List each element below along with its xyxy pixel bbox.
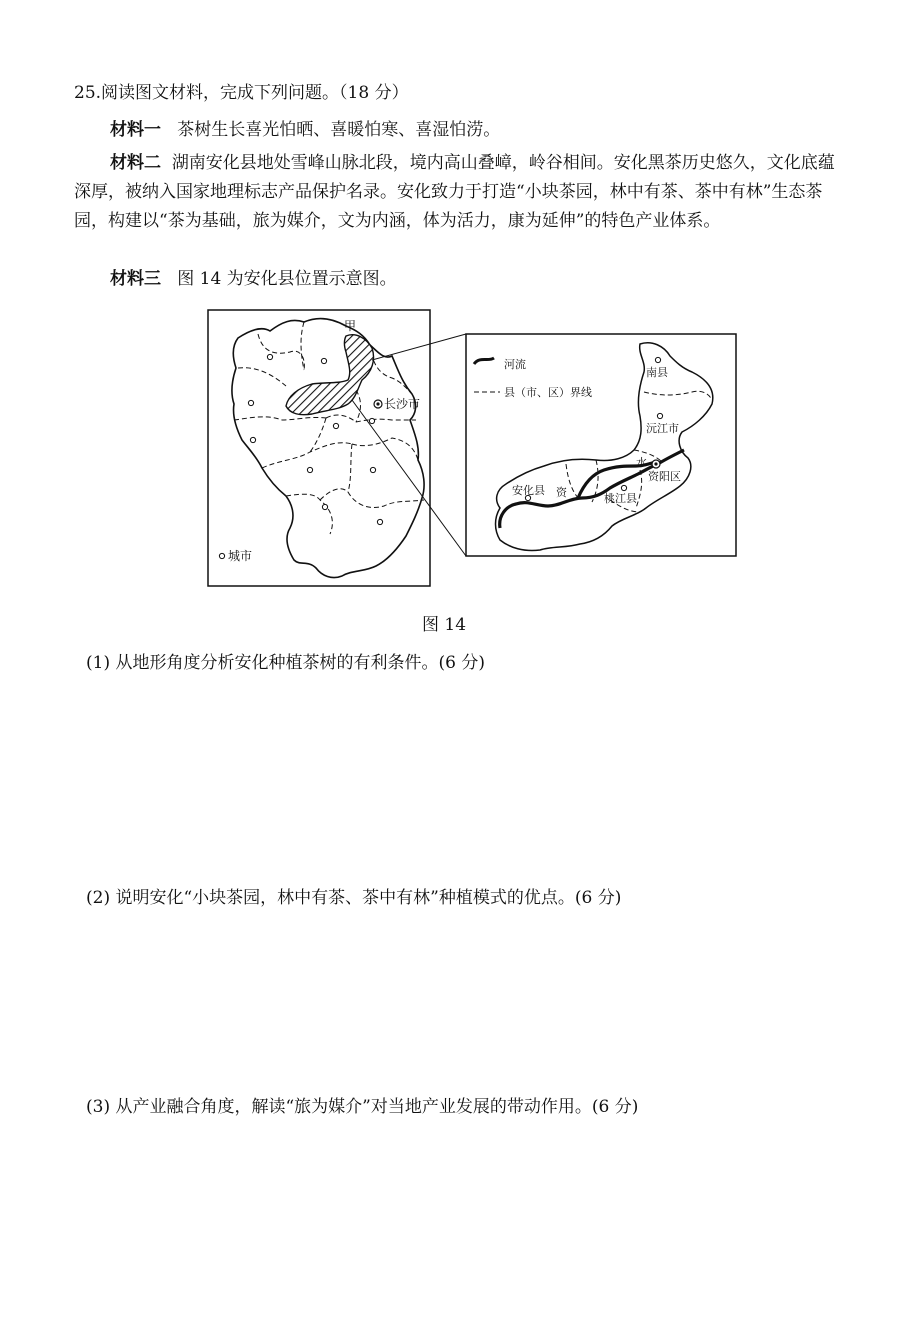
legend-city-label: 城市: [228, 549, 253, 563]
yuanjiang-marker: [657, 413, 662, 418]
ziyang-marker-inner: [654, 462, 657, 465]
label-jia: 甲: [344, 319, 357, 333]
label-yuanjiang: 沅江市: [646, 422, 679, 435]
label-zi: 资: [556, 486, 567, 499]
label-shui: 水: [636, 456, 647, 469]
legend-city-icon: [219, 553, 224, 558]
material-2-label: 材料二: [110, 153, 161, 173]
label-anhua: 安化县: [512, 484, 545, 497]
material-1-text: 茶树生长喜光怕晒、喜暖怕寒、喜湿怕涝。: [177, 120, 501, 140]
sub-question-2: (2) 说明安化“小块茶园，林中有茶、茶中有林”种植模式的优点。(6 分): [86, 888, 622, 908]
question-header: 25.阅读图文材料，完成下列问题。（18 分）: [74, 83, 409, 103]
taojiang-marker: [621, 485, 626, 490]
figure-caption: 图 14: [422, 615, 467, 635]
figure-14-maps: [0, 0, 900, 640]
material-1-label: 材料一: [110, 120, 161, 140]
material-3-label: 材料三: [110, 269, 161, 289]
material-2-text: 湖南安化县地处雪峰山脉北段，境内高山叠嶂，岭谷相间。安化黑茶历史悠久，文化底蕴深厚，被纳入国家地理标志产品保护名录。安化致力于打造“小块茶园，林中有茶、茶中有林”生态茶园，构建以“茶为基础，旅为媒介，文为内涵，体为活力，康为延伸”的特色产业体系。: [74, 153, 835, 231]
changsha-marker-inner: [376, 402, 379, 405]
label-ziyang: 资阳区: [648, 470, 681, 483]
label-nanxian: 南县: [646, 366, 668, 379]
material-3-text: 图 14 为安化县位置示意图。: [177, 269, 397, 289]
sub-question-1: (1) 从地形角度分析安化种植茶树的有利条件。(6 分): [86, 653, 485, 673]
label-changsha: 长沙市: [384, 397, 421, 411]
legend-river-label: 河流: [504, 358, 526, 371]
sub-question-3: (3) 从产业融合角度，解读“旅为媒介”对当地产业发展的带动作用。(6 分): [86, 1097, 639, 1117]
nanxian-marker: [655, 357, 660, 362]
legend-boundary-label: 县（市、区）界线: [504, 386, 592, 399]
label-taojiang: 桃江县: [604, 492, 637, 505]
